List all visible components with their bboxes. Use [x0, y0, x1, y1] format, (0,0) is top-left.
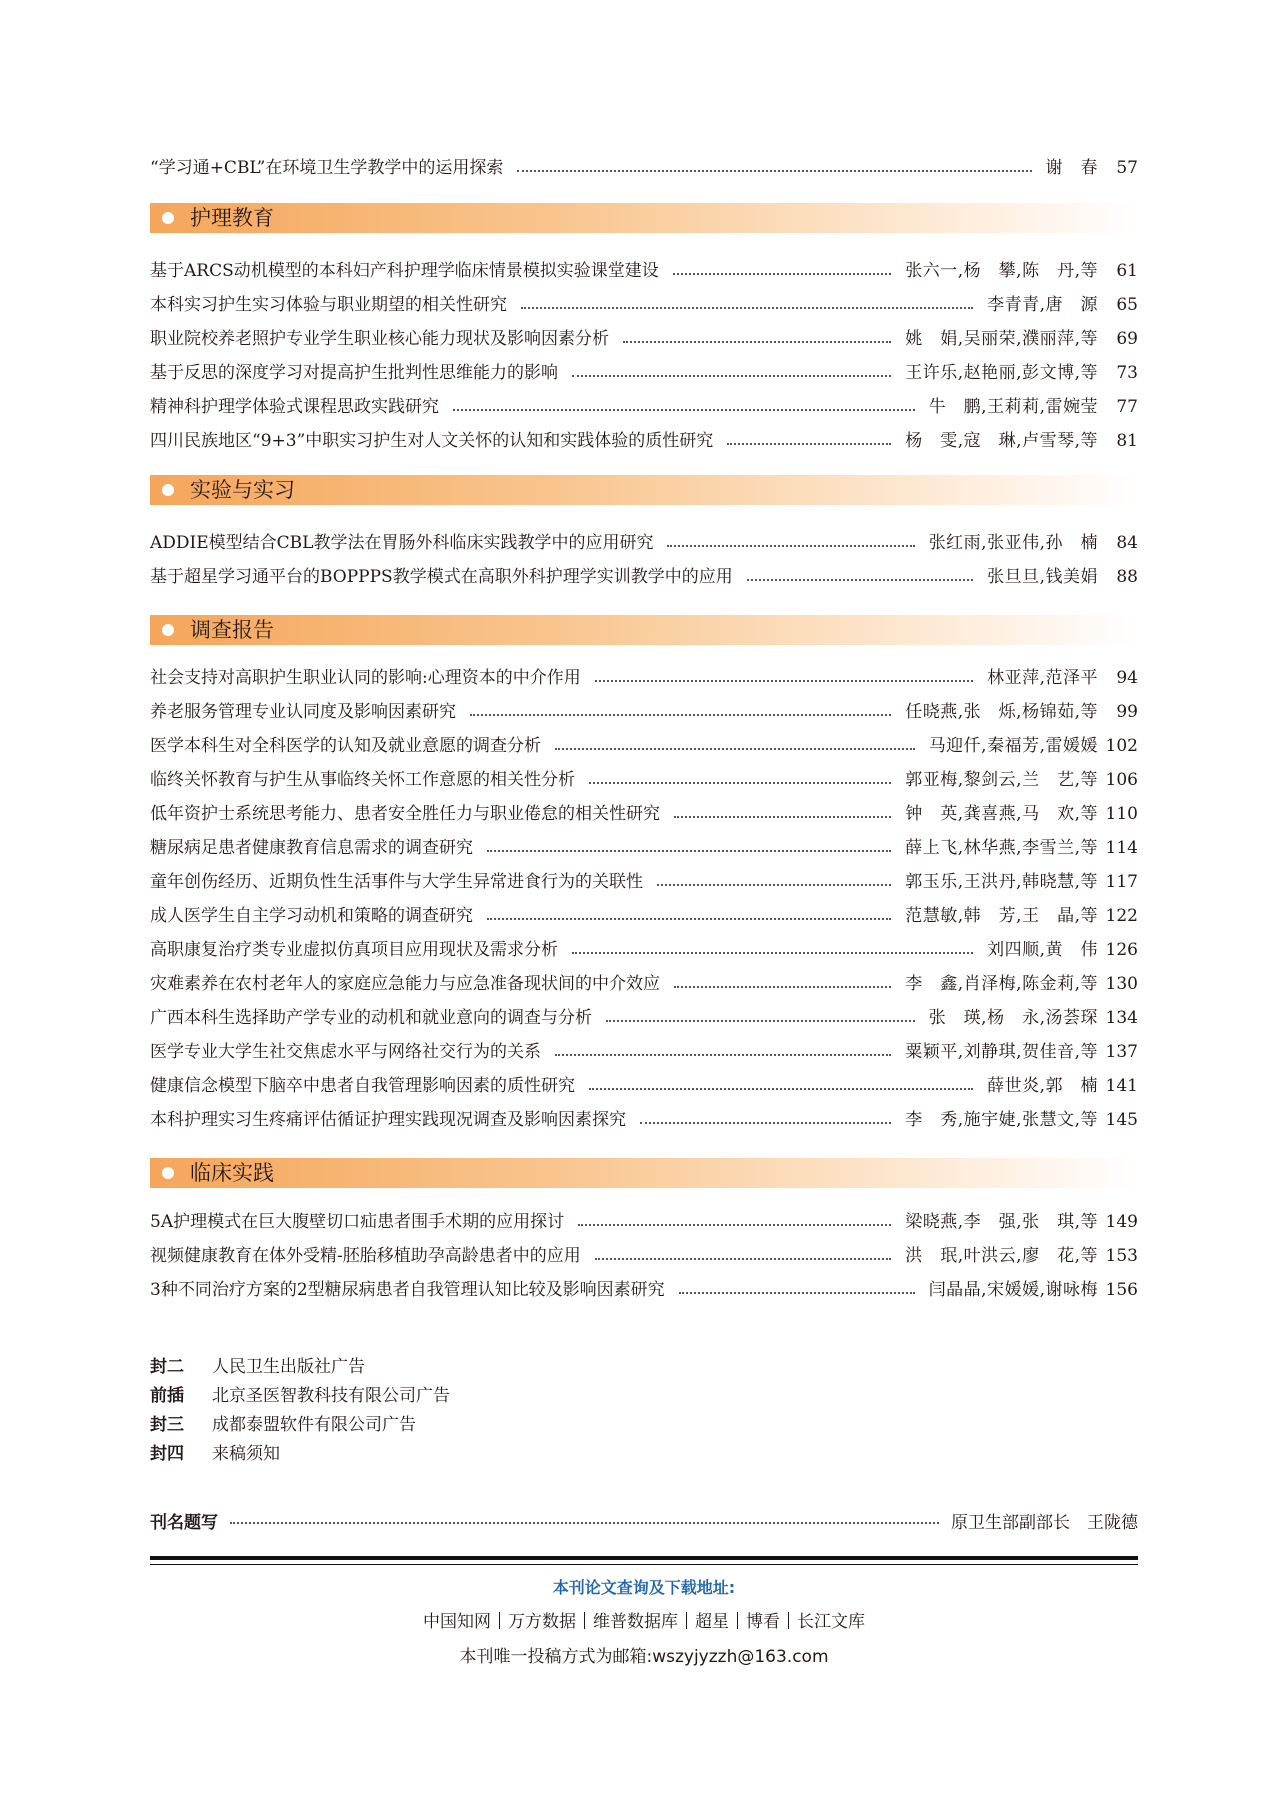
entry-authors: 张六一,杨 攀,陈 丹,等 — [905, 261, 1098, 281]
entry-page: 137 — [1105, 1042, 1138, 1062]
entry-title: 高职康复治疗类专业虚拟仿真项目应用现状及需求分析 — [150, 940, 558, 960]
toc-entry[interactable] — [150, 392, 1138, 422]
entry-page: 84 — [1116, 533, 1138, 553]
toc-entry[interactable] — [150, 663, 1138, 693]
bullet-icon — [162, 212, 174, 224]
cover-text: 北京圣医智教科技有限公司广告 — [212, 1385, 450, 1406]
entry-title: 医学专业大学生社交焦虑水平与网络社交行为的关系 — [150, 1042, 541, 1062]
dot-leader — [640, 1122, 891, 1124]
title-calligraphy-line — [150, 1505, 1138, 1535]
entry-page: 110 — [1105, 804, 1138, 824]
entry-authors: 薛上飞,林华燕,李雪兰,等 — [905, 838, 1098, 858]
toc-entry[interactable] — [150, 697, 1138, 727]
entry-title: 养老服务管理专业认同度及影响因素研究 — [150, 702, 456, 722]
entry-page: 73 — [1116, 363, 1138, 383]
toc-entry[interactable] — [150, 256, 1138, 286]
toc-entry[interactable] — [150, 935, 1138, 965]
entry-title: 视频健康教育在体外受精-胚胎移植助孕高龄患者中的应用 — [150, 1246, 581, 1266]
database-link[interactable]: 中国知网 — [423, 1612, 491, 1632]
dot-leader — [572, 375, 891, 377]
bullet-icon — [162, 624, 174, 636]
entry-page: 102 — [1105, 736, 1138, 756]
separator — [737, 1612, 738, 1629]
cover-item — [150, 1408, 416, 1436]
entry-title: 健康信念模型下脑卒中患者自我管理影响因素的质性研究 — [150, 1076, 575, 1096]
entry-page: 153 — [1105, 1246, 1138, 1266]
entry-authors: 李 秀,施宇婕,张慧文,等 — [905, 1110, 1098, 1130]
database-link[interactable]: 长江文库 — [797, 1612, 865, 1632]
dot-leader — [453, 409, 915, 411]
entry-authors: 闫晶晶,宋媛媛,谢咏梅 — [928, 1280, 1098, 1300]
entry-authors: 粟颖平,刘静琪,贺佳音,等 — [905, 1042, 1098, 1062]
database-link[interactable]: 维普数据库 — [593, 1612, 678, 1632]
entry-title: 医学本科生对全科医学的认知及就业意愿的调查分析 — [150, 736, 541, 756]
cover-text: 成都泰盟软件有限公司广告 — [212, 1414, 416, 1435]
entry-title: 本科护理实习生疼痛评估循证护理实践现况调查及影响因素探究 — [150, 1110, 626, 1130]
section-title: 调查报告 — [190, 618, 274, 642]
entry-page: 117 — [1105, 872, 1138, 892]
separator — [788, 1612, 789, 1629]
database-link[interactable]: 博看 — [746, 1612, 780, 1632]
dot-leader — [589, 1088, 973, 1090]
database-list — [150, 1607, 1138, 1632]
dot-leader — [623, 341, 891, 343]
submission-email[interactable]: 本刊唯一投稿方式为邮箱:wszyjyzzh@163.com — [459, 1647, 829, 1667]
entry-page: 126 — [1105, 940, 1138, 960]
dot-leader — [555, 748, 915, 750]
entry-authors: 钟 英,龚喜燕,马 欢,等 — [905, 804, 1098, 824]
dot-leader — [606, 1020, 915, 1022]
toc-entry[interactable] — [150, 969, 1138, 999]
entry-title: 基于超星学习通平台的BOPPPS教学模式在高职外科护理学实训教学中的应用 — [150, 567, 733, 587]
entry-page: 114 — [1105, 838, 1138, 858]
entry-page: 156 — [1105, 1280, 1138, 1300]
entry-title: 3种不同治疗方案的2型糖尿病患者自我管理认知比较及影响因素研究 — [150, 1280, 665, 1300]
toc-entry[interactable] — [150, 290, 1138, 320]
entry-title: 基于反思的深度学习对提高护生批判性思维能力的影响 — [150, 363, 558, 383]
section-title: 实验与实习 — [190, 478, 295, 502]
cover-item — [150, 1437, 280, 1465]
cover-label: 前插 — [150, 1385, 184, 1406]
section-header — [150, 475, 1138, 505]
entry-title: 灾难素养在农村老年人的家庭应急能力与应急准备现状间的中介效应 — [150, 974, 660, 994]
entry-authors: 姚 娟,吴丽荣,濮丽萍,等 — [905, 329, 1098, 349]
entry-authors: 郭玉乐,王洪丹,韩晓慧,等 — [905, 872, 1098, 892]
entry-page: 134 — [1105, 1008, 1138, 1028]
dot-leader — [578, 1224, 891, 1226]
dot-leader — [674, 986, 891, 988]
entry-title: 低年资护士系统思考能力、患者安全胜任力与职业倦怠的相关性研究 — [150, 804, 660, 824]
title-calligraphy-label: 刊名题写 — [150, 1512, 218, 1533]
cover-label: 封四 — [150, 1443, 184, 1464]
entry-authors: 杨 雯,寇 琳,卢雪琴,等 — [905, 431, 1098, 451]
title-calligraphy-person: 原卫生部副部长 王陇德 — [951, 1512, 1138, 1533]
section-title: 临床实践 — [190, 1161, 274, 1185]
entry-authors: 张 瑛,杨 永,汤荟琛 — [928, 1008, 1098, 1028]
entry-title: 广西本科生选择助产学专业的动机和就业意向的调查与分析 — [150, 1008, 592, 1028]
section-header — [150, 615, 1138, 645]
entry-title: 糖尿病足患者健康教育信息需求的调查研究 — [150, 838, 473, 858]
toc-entry[interactable] — [150, 867, 1138, 897]
entry-title: 社会支持对高职护生职业认同的影响:心理资本的中介作用 — [150, 668, 581, 688]
entry-authors: 洪 珉,叶洪云,廖 花,等 — [905, 1246, 1098, 1266]
toc-entry[interactable] — [150, 358, 1138, 388]
toc-entry[interactable] — [150, 901, 1138, 931]
database-link[interactable]: 超星 — [695, 1612, 729, 1632]
entry-page: 99 — [1116, 702, 1138, 722]
entry-title: 本科实习护生实习体验与职业期望的相关性研究 — [150, 295, 507, 315]
toc-entry[interactable] — [150, 324, 1138, 354]
entry-title: 职业院校养老照护专业学生职业核心能力现状及影响因素分析 — [150, 329, 609, 349]
entry-authors: 谢 春 — [1045, 158, 1098, 178]
entry-page: 88 — [1116, 567, 1138, 587]
entry-page: 149 — [1105, 1212, 1138, 1232]
toc-entry[interactable] — [150, 562, 1138, 592]
separator — [584, 1612, 585, 1629]
cover-label: 封三 — [150, 1414, 184, 1435]
entry-authors: 林亚萍,范泽平 — [987, 668, 1098, 688]
database-link[interactable]: 万方数据 — [508, 1612, 576, 1632]
entry-authors: 李 鑫,肖泽梅,陈金莉,等 — [905, 974, 1098, 994]
dot-leader — [595, 1258, 892, 1260]
entry-title: 童年创伤经历、近期负性生活事件与大学生异常进食行为的关联性 — [150, 872, 643, 892]
separator — [686, 1612, 687, 1629]
dot-leader — [470, 714, 891, 716]
dot-leader — [487, 850, 891, 852]
entry-page: 145 — [1105, 1110, 1138, 1130]
toc-entry[interactable] — [150, 1207, 1138, 1237]
entry-title: 临终关怀教育与护生从事临终关怀工作意愿的相关性分析 — [150, 770, 575, 790]
toc-entry[interactable] — [150, 426, 1138, 456]
toc-entry[interactable] — [150, 765, 1138, 795]
entry-authors: 马迎仟,秦福芳,雷媛媛 — [928, 736, 1098, 756]
entry-page: 69 — [1116, 329, 1138, 349]
entry-title: 精神科护理学体验式课程思政实践研究 — [150, 397, 439, 417]
dot-leader — [657, 884, 891, 886]
cover-label: 封二 — [150, 1356, 184, 1377]
toc-entry[interactable] — [150, 1003, 1138, 1033]
dot-leader — [727, 443, 891, 445]
dot-leader — [572, 952, 973, 954]
dot-leader — [521, 307, 973, 309]
entry-authors: 薛世炎,郭 楠 — [987, 1076, 1098, 1096]
toc-entry[interactable] — [150, 799, 1138, 829]
dot-leader — [747, 579, 973, 581]
toc-entry[interactable] — [150, 153, 1138, 183]
separator — [499, 1612, 500, 1629]
divider-thin — [150, 1564, 1138, 1565]
entry-authors: 李青青,唐 源 — [987, 295, 1098, 315]
cover-text: 人民卫生出版社广告 — [212, 1356, 365, 1377]
toc-entry[interactable] — [150, 731, 1138, 761]
section-title: 护理教育 — [190, 206, 274, 230]
entry-title: “学习通+CBL”在环境卫生学教学中的运用探索 — [150, 158, 504, 178]
entry-title: 基于ARCS动机模型的本科妇产科护理学临床情景模拟实验课堂建设 — [150, 261, 659, 281]
entry-page: 61 — [1116, 261, 1138, 281]
dot-leader — [595, 680, 973, 682]
entry-authors: 梁晓燕,李 强,张 琪,等 — [905, 1212, 1098, 1232]
entry-page: 77 — [1116, 397, 1138, 417]
entry-page: 141 — [1105, 1076, 1138, 1096]
entry-page: 122 — [1105, 906, 1138, 926]
entry-authors: 刘四顺,黄 伟 — [987, 940, 1098, 960]
dot-leader — [673, 273, 892, 275]
entry-authors: 郭亚梅,黎剑云,兰 艺,等 — [905, 770, 1098, 790]
dot-leader — [589, 782, 891, 784]
bullet-icon — [162, 484, 174, 496]
entry-title: 5A护理模式在巨大腹壁切口疝患者围手术期的应用探讨 — [150, 1212, 565, 1232]
cover-item — [150, 1379, 450, 1407]
entry-page: 81 — [1116, 431, 1138, 451]
entry-title: 四川民族地区“9+3”中职实习护生对人文关怀的认知和实践体验的质性研究 — [150, 431, 714, 451]
cover-text: 来稿须知 — [212, 1443, 280, 1464]
entry-page: 94 — [1116, 668, 1138, 688]
entry-authors: 张旦旦,钱美娟 — [987, 567, 1098, 587]
entry-page: 130 — [1105, 974, 1138, 994]
toc-entry[interactable] — [150, 528, 1138, 558]
dot-leader — [667, 545, 914, 547]
entry-page: 57 — [1116, 158, 1138, 178]
divider-thick — [150, 1556, 1138, 1560]
section-header — [150, 203, 1138, 233]
entry-authors: 牛 鹏,王莉莉,雷婉莹 — [928, 397, 1098, 417]
entry-authors: 王许乐,赵艳丽,彭文博,等 — [905, 363, 1098, 383]
dot-leader — [487, 918, 891, 920]
entry-title: 成人医学生自主学习动机和策略的调查研究 — [150, 906, 473, 926]
dot-leader — [679, 1292, 915, 1294]
toc-entry[interactable] — [150, 833, 1138, 863]
dot-leader — [674, 816, 891, 818]
section-header — [150, 1158, 1138, 1188]
dot-leader — [555, 1054, 891, 1056]
bullet-icon — [162, 1167, 174, 1179]
toc-entry[interactable] — [150, 1037, 1138, 1067]
entry-title: ADDIE模型结合CBL教学法在胃肠外科临床实践教学中的应用研究 — [150, 533, 654, 553]
entry-page: 106 — [1105, 770, 1138, 790]
entry-authors: 任晓燕,张 烁,杨锦茹,等 — [905, 702, 1098, 722]
cover-item — [150, 1350, 365, 1378]
entry-page: 65 — [1116, 295, 1138, 315]
toc-entry[interactable] — [150, 1275, 1138, 1305]
dot-leader — [517, 170, 1031, 172]
footer-heading: 本刊论文查询及下载地址: — [552, 1578, 736, 1597]
dot-leader — [230, 1522, 939, 1524]
toc-entry[interactable] — [150, 1241, 1138, 1271]
toc-entry[interactable] — [150, 1105, 1138, 1135]
entry-authors: 张红雨,张亚伟,孙 楠 — [928, 533, 1098, 553]
toc-entry[interactable] — [150, 1071, 1138, 1101]
entry-authors: 范慧敏,韩 芳,王 晶,等 — [905, 906, 1098, 926]
